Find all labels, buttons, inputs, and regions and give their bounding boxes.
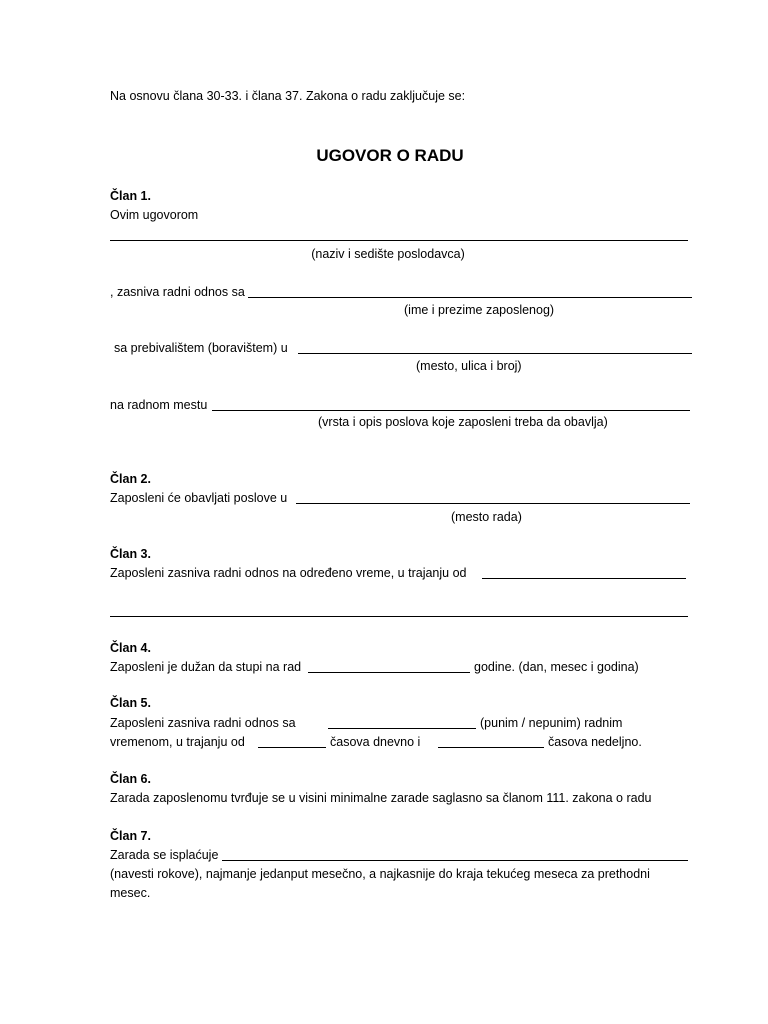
clan5-heading: Član 5. <box>110 696 151 710</box>
clan1-line3: sa prebivalištem (boravištem) u <box>114 341 288 355</box>
clan5-weekly-hours-blank[interactable] <box>438 747 544 748</box>
clan5-daily-hours-blank[interactable] <box>258 747 326 748</box>
clan1-line1: Ovim ugovorom <box>110 208 199 222</box>
document-title: UGOVOR O RADU <box>316 146 464 165</box>
clan4-line1b: godine. (dan, mesec i godina) <box>474 660 639 674</box>
clan7-line1: Zarada se isplaćuje <box>110 848 219 862</box>
clan2-heading: Član 2. <box>110 472 151 486</box>
clan5-line2c: časova nedeljno. <box>548 735 642 749</box>
clan3-duration-blank[interactable] <box>482 578 686 579</box>
clan3-extra-blank[interactable] <box>110 616 688 617</box>
clan1-residence-blank[interactable] <box>298 353 692 354</box>
intro-text: Na osnovu člana 30-33. i člana 37. Zakona o radu zaključuje se: <box>110 89 466 103</box>
clan5-worktime-blank[interactable] <box>328 728 476 729</box>
clan4-heading: Član 4. <box>110 641 151 655</box>
clan1-heading: Član 1. <box>110 189 151 203</box>
clan5-line2a: vremenom, u trajanju od <box>110 735 245 749</box>
clan1-hint4: (vrsta i opis poslova koje zaposleni treba da obavlja) <box>318 415 608 429</box>
clan1-line2: , zasniva radni odnos sa <box>110 285 245 299</box>
clan4-date-blank[interactable] <box>308 672 470 673</box>
clan5-line1b: (punim / nepunim) radnim <box>480 716 623 730</box>
clan4-line1a: Zaposleni je dužan da stupi na rad <box>110 660 302 674</box>
clan6-line1: Zarada zaposlenomu tvrđuje se u visini minimalne zarade saglasno sa članom 111. zakona o radu <box>110 791 652 805</box>
clan1-position-blank[interactable] <box>212 410 690 411</box>
clan1-hint1: (naziv i sedište poslodavca) <box>311 247 465 261</box>
clan2-place-blank[interactable] <box>296 503 690 504</box>
clan5-line1a: Zaposleni zasniva radni odnos sa <box>110 716 296 730</box>
clan2-hint1: (mesto rada) <box>451 510 522 524</box>
clan1-hint3: (mesto, ulica i broj) <box>416 359 522 373</box>
clan1-employer-blank[interactable] <box>110 240 688 241</box>
clan1-employee-blank[interactable] <box>248 297 692 298</box>
clan2-line1: Zaposleni će obavljati poslove u <box>110 491 288 505</box>
clan5-line2b: časova dnevno i <box>330 735 421 749</box>
clan7-payment-blank[interactable] <box>222 860 688 861</box>
clan7-line2: (navesti rokove), najmanje jedanput mesečno, a najkasnije do kraja tekućeg meseca za prethodni <box>110 867 650 881</box>
clan6-heading: Član 6. <box>110 772 151 786</box>
clan1-hint2: (ime i prezime zaposlenog) <box>404 303 555 317</box>
clan3-heading: Član 3. <box>110 547 151 561</box>
clan7-heading: Član 7. <box>110 829 151 843</box>
clan1-line4: na radnom mestu <box>110 398 208 412</box>
clan7-line3: mesec. <box>110 886 151 900</box>
clan3-line1: Zaposleni zasniva radni odnos na određeno vreme, u trajanju od <box>110 566 467 580</box>
